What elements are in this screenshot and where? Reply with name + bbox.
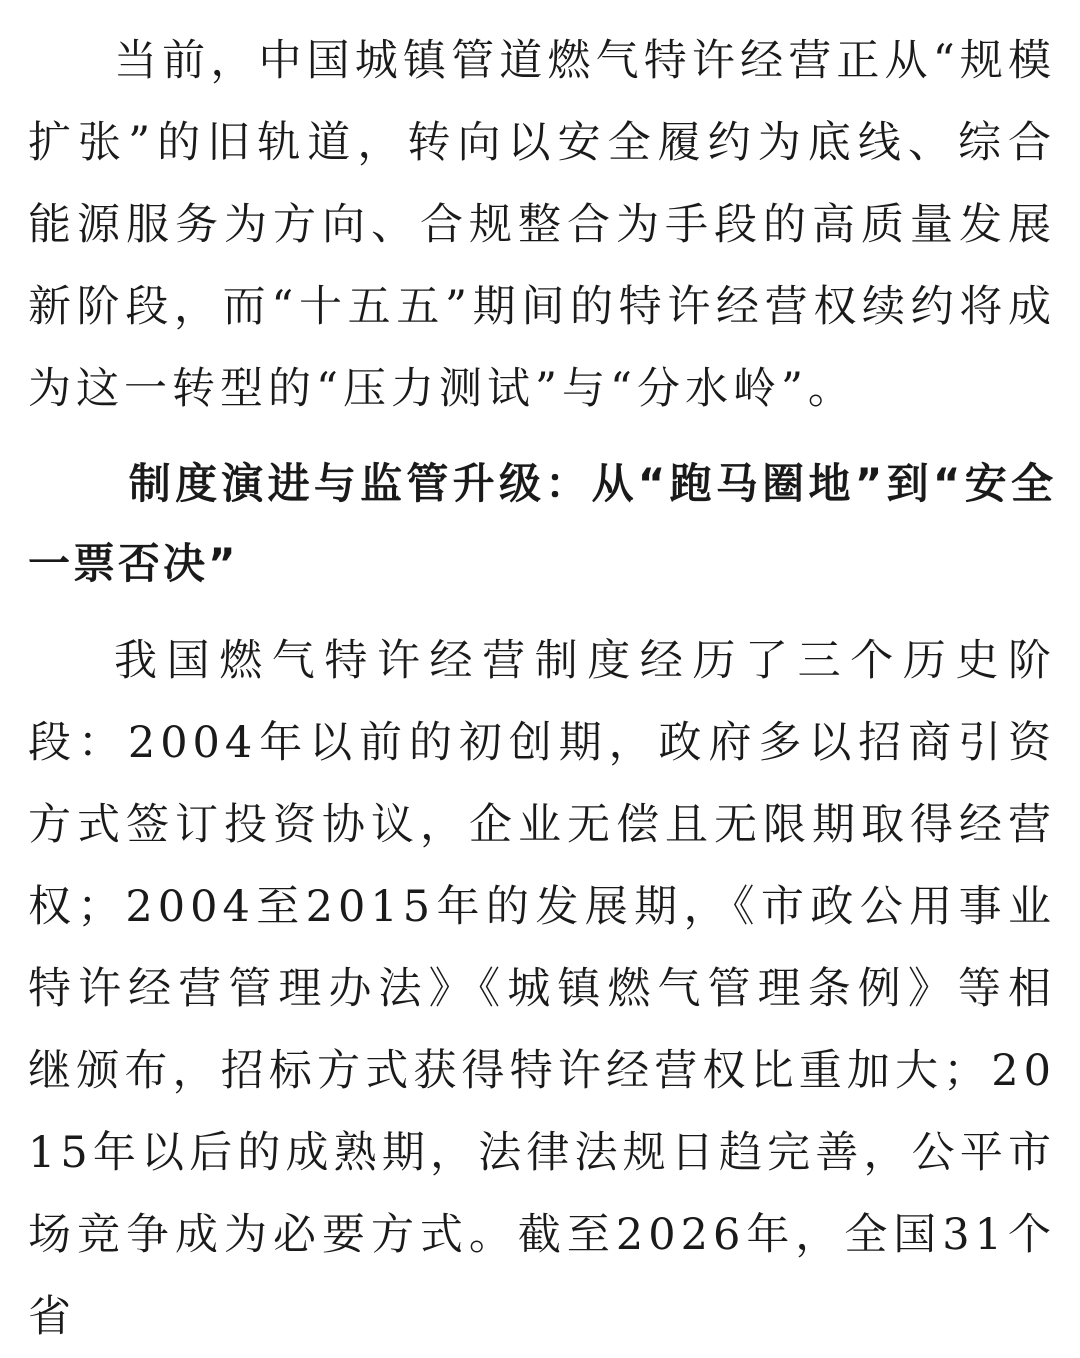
section-heading: 制度演进与监管升级：从“跑马圈地”到“安全一票否决” — [28, 459, 1056, 588]
article-paragraph-intro: 当前，中国城镇管道燃气特许经营正从“规模扩张”的旧轨道，转向以安全履约为底线、综合能源服务为方向、合规整合为手段的高质量发展新阶段，而“十五五”期间的特许经营权续约将成为这一转型的“压力测试”与“分水岭”。 — [28, 36, 1056, 414]
article-paragraph-history: 我国燃气特许经营制度经历了三个历史阶段：2004年以前的初创期，政府多以招商引资方式签订投资协议，企业无偿且无限期取得经营权；2004至2015年的发展期，《市政公用事业特许经营管理办法》《城镇燃气管理条例》等相继颁布，招标方式获得特许经营权比重加大；2015年以后的成熟期，法律法规日趋完善，公平市场竞争成为必要方式。截至2026年，全国31个省 — [28, 636, 1056, 1342]
